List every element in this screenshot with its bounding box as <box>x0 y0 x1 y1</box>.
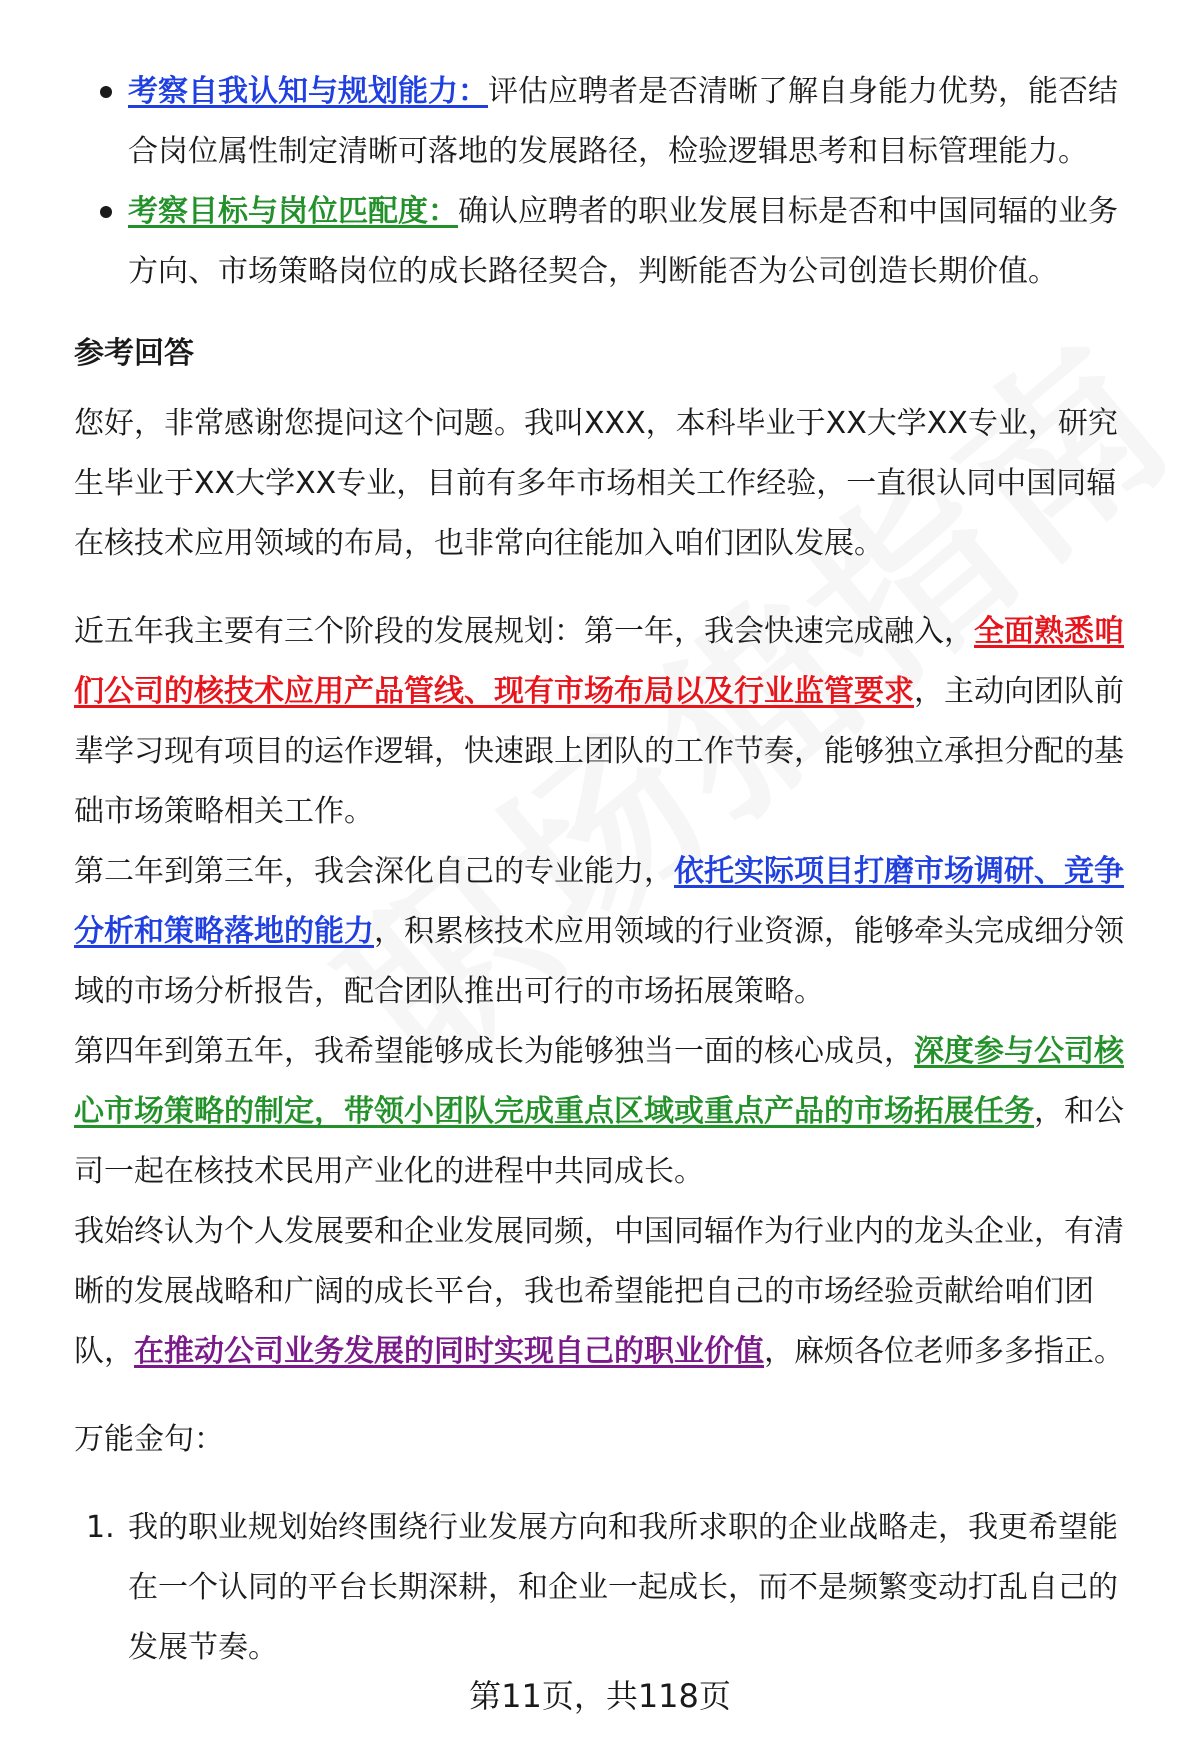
plan-paragraph-2 <box>74 842 1146 1022</box>
golden-sentence-heading: 万能金句： <box>74 1422 224 1457</box>
plan-paragraph-1 <box>74 602 1146 842</box>
tip-text: 我的职业规划始终围绕行业发展方向和我所求职的企业战略走，我更希望能在一个认同的平台长期深耕，和企业一起成长，而不是频繁变动打乱自己的发展节奏。 <box>128 1510 1118 1665</box>
list-item <box>74 62 1146 182</box>
plan-paragraph-3 <box>74 1022 1146 1202</box>
text-span: 近五年我主要有三个阶段的发展规划：第一年，我会快速完成融入， <box>74 614 974 649</box>
content <box>74 62 1146 1678</box>
section-heading-reference: 参考回答 <box>74 336 194 371</box>
criteria-text: 评估应聘者是否清晰了解自身能力优势，能否结合岗位属性制定清晰可落地的发展路径，检验逻辑思考和目标管理能力。 <box>128 74 1118 169</box>
text-span: ，和公司一起在核技术民用产业化的进程中共同成长。 <box>74 1094 1124 1189</box>
spacer <box>74 574 1146 602</box>
text-span: 第四年到第五年，我希望能够成长为能够独当一面的核心成员， <box>74 1034 914 1069</box>
highlight-text: 在推动公司业务发展的同时实现自己的职业价值 <box>134 1334 764 1369</box>
criteria-label: 考察目标与岗位匹配度： <box>128 194 458 229</box>
criteria-label: 考察自我认知与规划能力： <box>128 74 488 109</box>
highlight-text: 深度参与公司核心市场策略的制定，带领小团队完成重点区域或重点产品的市场拓展任务 <box>74 1034 1124 1129</box>
text-span: ，主动向团队前辈学习现有项目的运作逻辑，快速跟上团队的工作节奏，能够独立承担分配的基础市场策略相关工作。 <box>74 674 1124 829</box>
criteria-text: 确认应聘者的职业发展目标是否和中国同辐的业务方向、市场策略岗位的成长路径契合，判断能否为公司创造长期价值。 <box>128 194 1118 289</box>
spacer <box>74 1470 1146 1498</box>
text-span: ，积累核技术应用领域的行业资源，能够牵头完成细分领域的市场分析报告，配合团队推出可行的市场拓展策略。 <box>74 914 1124 1009</box>
spacer <box>74 1382 1146 1410</box>
list-number: 1. <box>86 1510 115 1545</box>
list-item <box>74 182 1146 302</box>
text-span: 我始终认为个人发展要和企业发展同频，中国同辐作为行业内的龙头企业，有清晰的发展战略和广阔的成长平台，我也希望能把自己的市场经验贡献给咱们团队， <box>74 1214 1124 1369</box>
closing-paragraph <box>74 1202 1146 1382</box>
criteria-list <box>74 62 1146 302</box>
text-span: 第二年到第三年，我会深化自己的专业能力， <box>74 854 674 889</box>
page-number-footer: 第11页，共118页 <box>469 1677 731 1715</box>
text-span: ，麻烦各位老师多多指正。 <box>764 1334 1124 1369</box>
highlight-text: 依托实际项目打磨市场调研、竞争分析和策略落地的能力 <box>74 854 1124 949</box>
intro-paragraph: 您好，非常感谢您提问这个问题。我叫XXX，本科毕业于XX大学XX专业，研究生毕业于XX大学XX专业，目前有多年市场相关工作经验，一直很认同中国同辐在核技术应用领域的布局，也非常向往能加入咱们团队发展。 <box>74 406 1118 561</box>
highlight-text: 全面熟悉咱们公司的核技术应用产品管线、现有市场布局以及行业监管要求 <box>74 614 1124 709</box>
list-item <box>74 1498 1146 1678</box>
golden-sentence-list <box>74 1498 1146 1678</box>
